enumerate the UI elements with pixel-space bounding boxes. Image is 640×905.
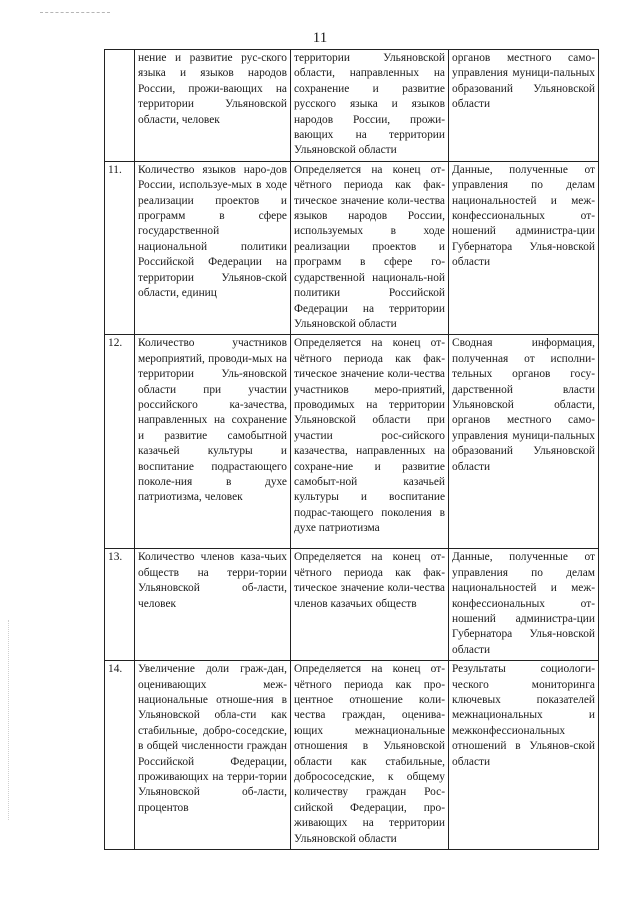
indicator-name: нение и развитие рус-ского языка и языков народов России, прожи-вающих на территории Ульяновской области, человек	[135, 50, 291, 162]
table-row	[105, 50, 599, 162]
calculation-method: Определяется на конец от-чётного периода как про-центное отношение коли-чества граждан, оценива-ющих межнациональные отношения в Ульяновской области как стабильные, добрососедские, к общему количеству граждан Рос-сийской Федерации, про-живающих на территории Ульяновской области	[291, 661, 449, 850]
data-source: Сводная информация, полученная от исполни-тельных органов госу-дарственной власти Ульяновской области, органов местного само-управления муници-пальных образований Ульяновской области	[449, 335, 599, 549]
table-row	[105, 549, 599, 661]
indicator-name: Количество членов каза-чьих обществ на терри-тории Ульяновской об-ласти, человек	[135, 549, 291, 661]
indicator-name: Количество участников мероприятий, проводи-мых на территории Уль-яновской области при участии российского ка-зачества, направленных на сохранение и развитие самобытной казачьей культуры и воспитание подрастающего поколе-ния в духе патриотизма, человек	[135, 335, 291, 549]
row-number: 12.	[105, 335, 135, 549]
data-source: органов местного само-управления муници-пальных образований Ульяновской области	[449, 50, 599, 162]
row-number: 13.	[105, 549, 135, 661]
page-number: 11	[312, 30, 328, 46]
table-row	[105, 335, 599, 549]
scan-edge-mark-left	[8, 620, 9, 820]
table-row	[105, 661, 599, 850]
data-source: Результаты социологи-ческого мониторинга ключевых показателей межнациональных и межконфессиональных отношений в Ульянов-ской области	[449, 661, 599, 850]
data-source: Данные, полученные от управления по делам национальностей и меж-конфессиональных от-ношений администра-ции Губернатора Улья-новской области	[449, 161, 599, 334]
calculation-method: территории Ульяновской области, направленных на сохранение и развитие русского языка и языков народов России, прожи-вающих на территории Ульяновской области	[291, 50, 449, 162]
row-number	[105, 50, 135, 162]
indicators-table	[104, 49, 599, 850]
calculation-method: Определяется на конец от-чётного периода как фак-тическое значение коли-чества языков народов России, используемых в ходе реализации проектов и программ в сфере го-сударственной националь-ной политики Российской Федерации на территории Ульяновской области	[291, 161, 449, 334]
indicator-name: Увеличение доли граж-дан, оценивающих меж-национальные отноше-ния в Ульяновской обла-сти как стабильные, добро-соседские, в общей численности граждан Российской Федерации, проживающих на терри-тории Ульяновской об-ласти, процентов	[135, 661, 291, 850]
table-row	[105, 161, 599, 334]
scan-edge-mark	[40, 12, 110, 13]
row-number: 14.	[105, 661, 135, 850]
indicator-name: Количество языков наро-дов России, используе-мых в ходе реализации проектов и программ в сфере государственной национальной политики Российской Федерации на территории Ульянов-ской области, единиц	[135, 161, 291, 334]
row-number: 11.	[105, 161, 135, 334]
data-source: Данные, полученные от управления по делам национальностей и меж-конфессиональных от-ношений администра-ции Губернатора Улья-новской области	[449, 549, 599, 661]
calculation-method: Определяется на конец от-чётного периода как фак-тическое значение коли-чества членов казачьих обществ	[291, 549, 449, 661]
calculation-method: Определяется на конец от-чётного периода как фак-тическое значение коли-чества участников меро-приятий, проводимых на территории Ульяновской области при участии рос-сийского казачества, направленных на сохране-ние и развитие самобыт-ной казачьей культуры и воспитание подрас-тающего поколения в духе патриотизма	[291, 335, 449, 549]
